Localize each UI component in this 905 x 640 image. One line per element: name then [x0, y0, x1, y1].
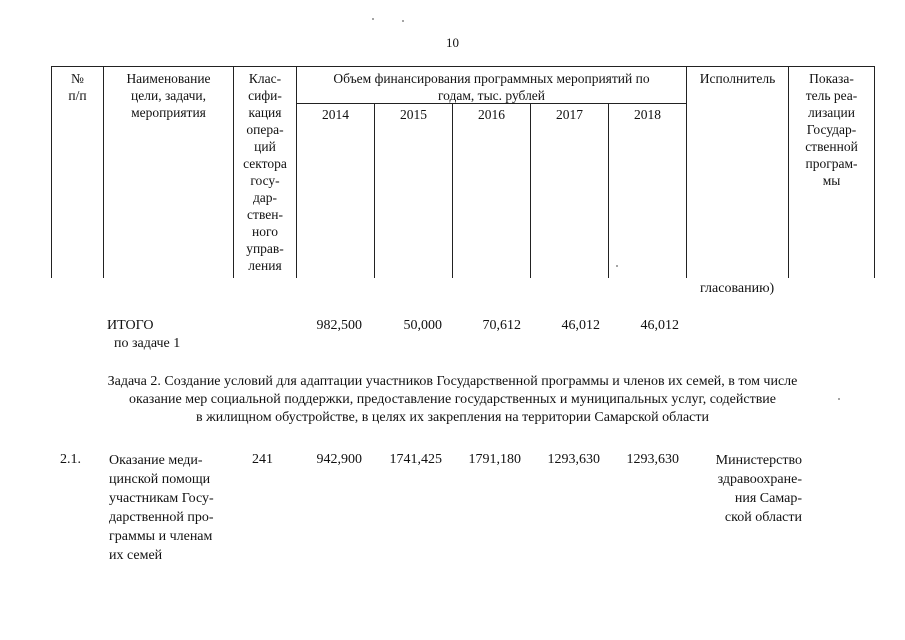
- header-year: 2014: [322, 107, 349, 122]
- header-funding: Объем финансирования программных мероприятий по годам, тыс. рублей: [333, 71, 650, 103]
- header-year: 2016: [478, 107, 505, 122]
- header-year: 2015: [400, 107, 427, 122]
- carryover-text: гласованию): [700, 281, 775, 296]
- header-indicator: Показа- тель реа- лизации Государ- ственной програм- мы: [805, 71, 858, 188]
- year-divider: [530, 103, 531, 278]
- total-value: 46,012: [640, 318, 679, 333]
- year-divider: [608, 103, 609, 278]
- col-divider: [686, 66, 687, 278]
- scan-speck: [372, 18, 374, 20]
- row-value: 1741,425: [389, 452, 442, 467]
- scan-speck: [838, 398, 840, 400]
- row-executor: Министерство здравоохране- ния Самар- ской области: [715, 453, 802, 525]
- header-executor: Исполнитель: [699, 71, 776, 86]
- row-value: 942,900: [316, 452, 362, 467]
- row-value: 1293,630: [547, 452, 600, 467]
- year-divider: [374, 103, 375, 278]
- total-value: 50,000: [403, 318, 442, 333]
- table-top-border: [51, 66, 874, 67]
- total-value: 70,612: [482, 318, 521, 333]
- table-right-border: [874, 66, 875, 278]
- total-label: ИТОГО по задаче 1: [107, 318, 181, 351]
- total-value: 982,500: [316, 318, 362, 333]
- header-year: 2018: [634, 107, 661, 122]
- row-value: 1293,630: [626, 452, 679, 467]
- header-name: Наименование цели, задачи, мероприятия: [126, 71, 211, 120]
- scan-speck: [402, 20, 404, 22]
- task-2-title: Задача 2. Создание условий для адаптации участников Государственной программы и членов их семей, в том числе оказание мер социальной поддержки, предоставление государственных и муниципальных услуг, содействие в жилищном обустройстве, в целях их закрепления на территории Самарской области: [107, 374, 798, 425]
- row-number: 2.1.: [60, 452, 81, 467]
- header-year: 2017: [556, 107, 583, 122]
- header-number: № п/п: [68, 71, 87, 103]
- total-value: 46,012: [561, 318, 600, 333]
- row-name: Оказание меди- цинской помощи участникам Госу- дарственной про- граммы и членам их семей: [109, 453, 214, 563]
- header-classification: Клас- сифи- кация опера- ций сектора госу- дар- ствен- ного управ- ления: [243, 71, 287, 273]
- row-value: 1791,180: [468, 452, 521, 467]
- page-number: 10: [446, 35, 459, 50]
- scan-speck: [616, 265, 618, 267]
- row-class-code: 241: [252, 452, 273, 467]
- year-divider: [452, 103, 453, 278]
